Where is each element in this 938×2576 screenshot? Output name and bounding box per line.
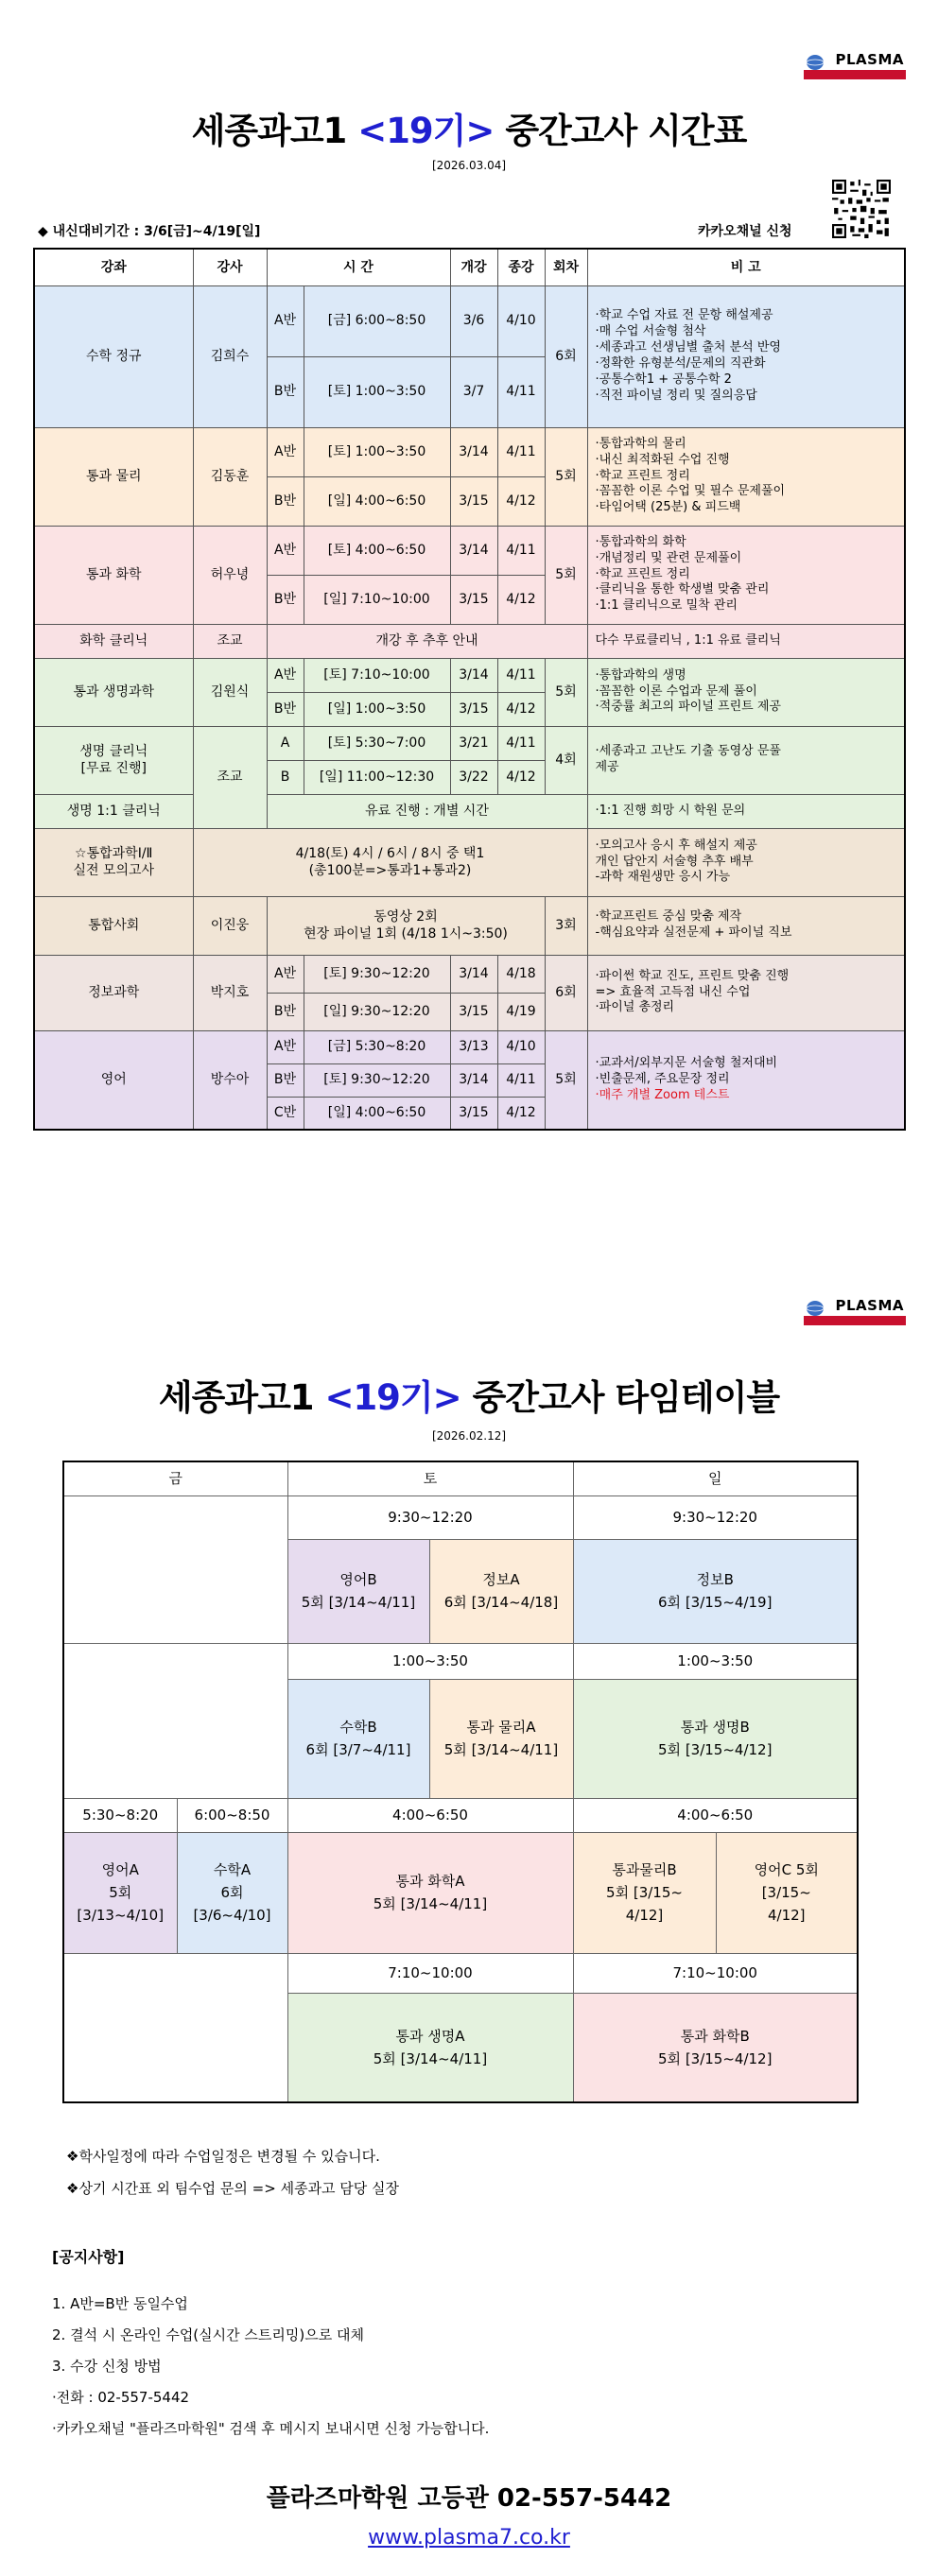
- schedule-table: [33, 248, 906, 1131]
- note-cell: ·파이썬 학교 진도, 프린트 맞춤 진행 => 효율적 고득점 내신 수업 ·파이널 총정리: [587, 955, 905, 1030]
- class-block: 통과 생명A 5회 [3/14~4/11]: [287, 1993, 573, 2102]
- qr-code-icon[interactable]: [832, 180, 891, 238]
- course-name: 영어: [34, 1030, 193, 1130]
- day-header-row: [63, 1461, 858, 1495]
- table-row: B반 [일] 7:10~10:00 3/15 4/12: [34, 575, 905, 624]
- day-sun: 일: [573, 1461, 858, 1495]
- footer-contact: 플라즈마학원 고등관 02-557-5442: [266, 2484, 672, 2513]
- teacher-name: 김희수: [193, 285, 267, 427]
- class-block: 통과 물리A 5회 [3/14~4/11]: [429, 1679, 573, 1798]
- course-name: ☆통합과학Ⅰ/Ⅱ 실전 모의고사: [34, 828, 193, 896]
- note-cell: ·통합과학의 생명 ·꼼꼼한 이론 수업과 문제 풀이 ·적중률 최고의 파이널 프린트 제공: [587, 658, 905, 726]
- class-block: 정보B 6회 [3/15~4/19]: [573, 1539, 858, 1643]
- notice-item: 1. A반=B반 동일수업: [52, 2295, 188, 2312]
- class-block: 통과 화학A 5회 [3/14~4/11]: [287, 1832, 573, 1953]
- table-row: 통과 물리 김동훈 A반 [토] 1:00~3:50 3/14 4/11 5회 ·통합과학의 물리 ·내신 최적화된 수업 진행 ·학교 프린트 정리 ·꼼꼼한 이론 수업 및 필수 문제풀이 ·타임어택 (25분) & 피드백: [34, 427, 905, 476]
- table-row: ☆통합과학Ⅰ/Ⅱ 실전 모의고사 4/18(토) 4시 / 6시 / 8시 중 택1 (총100분=>통과1+통과2) ·모의고사 응시 후 해설지 제공 개인 답안지 서술형 추후 배부 -과학 재원생만 응시 가능: [34, 828, 905, 896]
- teacher-name: 방수아: [193, 1030, 267, 1130]
- notice-item: ·카카오채널 "플라즈마학원" 검색 후 메시지 보내시면 신청 가능합니다.: [52, 2420, 490, 2437]
- notice-item: 2. 결석 시 온라인 수업(실시간 스트리밍)으로 대체: [52, 2326, 364, 2343]
- header-start: 개강: [450, 249, 497, 285]
- header-time: 시 간: [267, 249, 450, 285]
- day-fri: 금: [63, 1461, 287, 1495]
- time-row: 7:10~10:00 7:10~10:00: [63, 1953, 858, 1993]
- table-row: 통합사회 이진웅 동영상 2회 현장 파이널 1회 (4/18 1시~3:50) 3회 ·학교프린트 중심 맞춤 제작 -핵심요약과 실전문제 + 파이널 직보: [34, 896, 905, 955]
- class-block: 통과 생명B 5회 [3/15~4/12]: [573, 1679, 858, 1798]
- teacher-name: 이진웅: [193, 896, 267, 955]
- table-row: 생명 1:1 클리닉 유료 진행 : 개별 시간 ·1:1 진행 희망 시 학원 문의: [34, 794, 905, 828]
- logo-bar: [804, 1316, 906, 1325]
- page2-title: 세종과고1 <19기> 중간고사 타임테이블: [158, 1377, 780, 1418]
- course-name: 통합사회: [34, 896, 193, 955]
- table-row: 영어 방수아 A반 [금] 5:30~8:20 3/13 4/10 5회 ·교과서/외부지문 서술형 철저대비 ·빈출문제, 주요문장 정리 ·매주 개별 Zoom 테스트: [34, 1030, 905, 1063]
- plasma-logo: PLASMA: [804, 1293, 906, 1329]
- header-note: 비 고: [587, 249, 905, 285]
- class-row: [63, 1832, 858, 1953]
- table-row: B반 [토] 9:30~12:20 3/14 4/11: [34, 1063, 905, 1097]
- notice-item: 3. 수강 신청 방법: [52, 2358, 162, 2375]
- table-row: 정보과학 박지호 A반 [토] 9:30~12:20 3/14 4/18 6회 ·파이썬 학교 진도, 프린트 맞춤 진행 => 효율적 고득점 내신 수업 ·파이널 총정리: [34, 955, 905, 993]
- teacher-name: 박지호: [193, 955, 267, 1030]
- note-cell: ·모의고사 응시 후 해설지 제공 개인 답안지 서술형 추후 배부 -과학 재원생만 응시 가능: [587, 828, 905, 896]
- class-block: 통과 화학B 5회 [3/15~4/12]: [573, 1993, 858, 2102]
- class-block: 수학A 6회 [3/6~4/10]: [177, 1832, 287, 1953]
- course-name: 생명 클리닉 [무료 진행]: [34, 726, 193, 794]
- logo-bar: [804, 70, 906, 79]
- header-count: 회차: [545, 249, 587, 285]
- footnote: ❖상기 시간표 외 팀수업 문의 => 세종과고 담당 실장: [66, 2180, 400, 2197]
- course-name: 수학 정규: [34, 285, 193, 427]
- header-course: 강좌: [34, 249, 193, 285]
- header-end: 종강: [497, 249, 545, 285]
- course-name: 통과 화학: [34, 526, 193, 624]
- table-row: 통과 생명과학 김원식 A반 [토] 7:10~10:00 3/14 4/11 5회 ·통합과학의 생명 ·꼼꼼한 이론 수업과 문제 풀이 ·적중률 최고의 파이널 프린트 제공: [34, 658, 905, 692]
- time-row: 5:30~8:20 6:00~8:50 4:00~6:50 4:00~6:50: [63, 1798, 858, 1832]
- kakao-signup-link[interactable]: 카카오채널 신청: [698, 224, 792, 239]
- page1-title: 세종과고1 <19기> 중간고사 시간표: [191, 111, 747, 151]
- footer-url[interactable]: www.plasma7.co.kr: [368, 2526, 570, 2550]
- study-period: ◆ 내신대비기간 : 3/6[금]~4/19[일]: [38, 224, 261, 239]
- day-sat: 토: [287, 1461, 573, 1495]
- note-cell: ·학교 수업 자료 전 문항 해설제공 ·매 수업 서술형 첨삭 ·세종과고 선생님별 출처 분석 반영 ·정확한 유형분석/문제의 직관화 ·공통수학1 + 공통수학 2 ·직전 파이널 정리 및 질의응답: [587, 285, 905, 427]
- course-name: 정보과학: [34, 955, 193, 1030]
- page2-date: [2026.02.12]: [431, 1429, 507, 1443]
- table-row: C반 [일] 4:00~6:50 3/15 4/12: [34, 1097, 905, 1130]
- footnote: ❖학사일정에 따라 수업일정은 변경될 수 있습니다.: [66, 2148, 380, 2165]
- table-row: B반 [일] 9:30~12:20 3/15 4/19: [34, 993, 905, 1030]
- header-teacher: 강사: [193, 249, 267, 285]
- time-row: 9:30~12:20 9:30~12:20: [63, 1495, 858, 1539]
- teacher-name: 허우녕: [193, 526, 267, 624]
- table-row: 화학 클리닉 조교 개강 후 추후 안내 다수 무료클리닉 , 1:1 유료 클리닉: [34, 624, 905, 658]
- table-row: B반 [일] 1:00~3:50 3/15 4/12: [34, 692, 905, 726]
- note-cell: ·학교프린트 중심 맞춤 제작 -핵심요약과 실전문제 + 파이널 직보: [587, 896, 905, 955]
- table-header-row: [34, 249, 905, 285]
- teacher-name: 김원식: [193, 658, 267, 726]
- note-cell: ·교과서/외부지문 서술형 철저대비 ·빈출문제, 주요문장 정리 ·매주 개별 Zoom 테스트: [587, 1030, 905, 1130]
- table-row: 통과 화학 허우녕 A반 [토] 4:00~6:50 3/14 4/11 5회 ·통합과학의 화학 ·개념정리 및 관련 문제풀이 ·학교 프린트 정리 ·클리닉을 통한 학생별 맞춤 관리 ·1:1 클리닉으로 밀착 관리: [34, 526, 905, 575]
- teacher-name: 김동훈: [193, 427, 267, 526]
- class-block: 영어C 5회 [3/15~ 4/12]: [716, 1832, 858, 1953]
- course-name: 통과 물리: [34, 427, 193, 526]
- table-row: B반 [토] 1:00~3:50 3/7 4/11: [34, 356, 905, 427]
- class-block: 정보A 6회 [3/14~4/18]: [429, 1539, 573, 1643]
- class-block: 통과물리B 5회 [3/15~ 4/12]: [573, 1832, 716, 1953]
- note-cell: ·세종과고 고난도 기출 동영상 문풀 제공: [587, 726, 905, 794]
- timetable: [62, 1461, 859, 2103]
- notice-item: ·전화 : 02-557-5442: [52, 2389, 190, 2406]
- note-cell: ·통합과학의 화학 ·개념정리 및 관련 문제풀이 ·학교 프린트 정리 ·클리닉을 통한 학생별 맞춤 관리 ·1:1 클리닉으로 밀착 관리: [587, 526, 905, 624]
- table-row: B [일] 11:00~12:30 3/22 4/12: [34, 760, 905, 794]
- course-name: 생명 1:1 클리닉: [34, 794, 193, 828]
- time-row: 1:00~3:50 1:00~3:50: [63, 1643, 858, 1679]
- table-row: B반 [일] 4:00~6:50 3/15 4/12: [34, 476, 905, 526]
- plasma-logo: PLASMA: [804, 47, 906, 83]
- page1-date: [2026.03.04]: [431, 159, 507, 172]
- table-row: 생명 클리닉 [무료 진행] 조교 A [토] 5:30~7:00 3/21 4/11 4회 ·세종과고 고난도 기출 동영상 문풀 제공: [34, 726, 905, 760]
- course-name: 통과 생명과학: [34, 658, 193, 726]
- class-block: 영어A 5회 [3/13~4/10]: [63, 1832, 177, 1953]
- table-row: 수학 정규 김희수 A반 [금] 6:00~8:50 3/6 4/10 6회 ·학교 수업 자료 전 문항 해설제공 ·매 수업 서술형 첨삭 ·세종과고 선생님별 출처 분석 반영 ·정확한 유형분석/문제의 직관화 ·공통수학1 + 공통수학 2 ·직전 파이널 정리 및 질의응답: [34, 285, 905, 356]
- note-cell: ·통합과학의 물리 ·내신 최적화된 수업 진행 ·학교 프린트 정리 ·꼼꼼한 이론 수업 및 필수 문제풀이 ·타임어택 (25분) & 피드백: [587, 427, 905, 526]
- course-name: 화학 클리닉: [34, 624, 193, 658]
- notice-title: [공지사항]: [52, 2248, 125, 2266]
- class-block: 영어B 5회 [3/14~4/11]: [287, 1539, 429, 1643]
- class-block: 수학B 6회 [3/7~4/11]: [287, 1679, 429, 1798]
